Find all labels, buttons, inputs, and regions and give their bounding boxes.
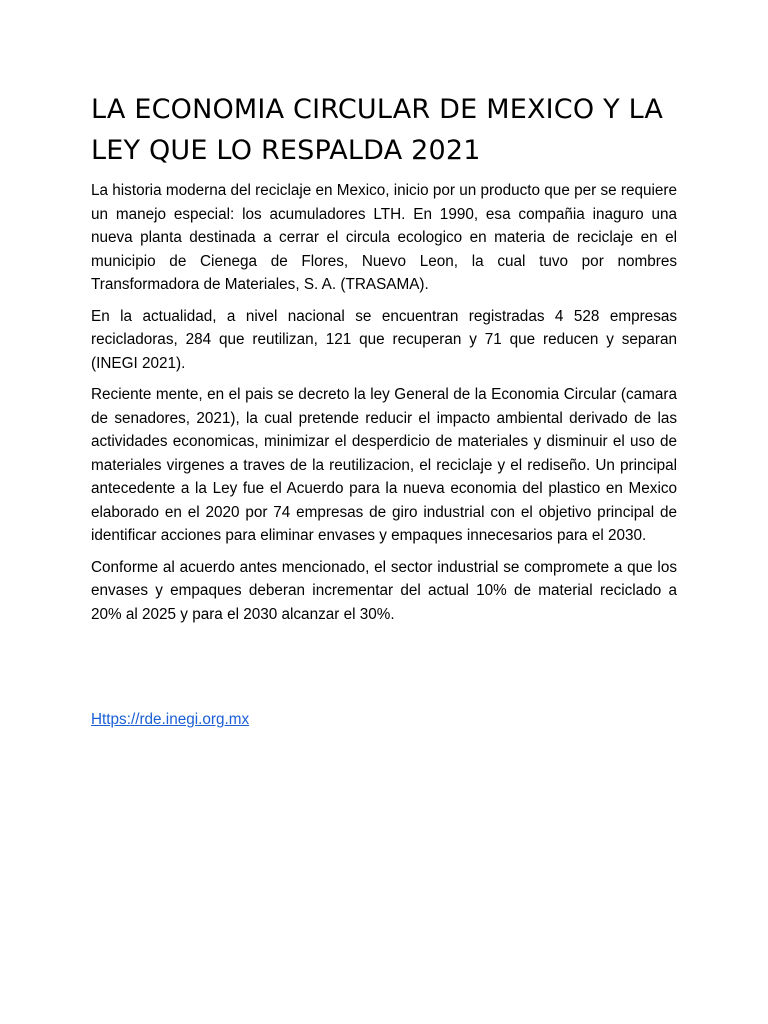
document-title: LA ECONOMIA CIRCULAR DE MEXICO Y LA LEY QUE LO RESPALDA 2021 xyxy=(91,94,664,166)
blank-space xyxy=(91,634,677,708)
document-body xyxy=(91,89,677,732)
paragraph-history: La historia moderna del reciclaje en Mexico, inicio por un producto que per se requiere un manejo especial: los acumuladores LTH. En 1990, esa compañia inaguro una nueva planta destinada a cerrar el circula ecologico en materia de reciclaje en el municipio de Cienega de Flores, Nuevo Leon, la cual tuvo por nombres Transformadora de Materiales, S. A. (TRASAMA). xyxy=(91,182,677,293)
paragraph-current-stats: En la actualidad, a nivel nacional se encuentran registradas 4 528 empresas recicladoras, 284 que reutilizan, 121 que recuperan y 71 que reducen y separan (INEGI 2021). xyxy=(91,307,677,372)
source-link[interactable]: Https://rde.inegi.org.mx xyxy=(91,711,250,728)
paragraph-law: Reciente mente, en el pais se decreto la ley General de la Economia Circular (camara de senadores, 2021), la cual pretende reducir el impacto ambiental derivado de las actividades economicas, minimizar el desperdicio de materiales y disminuir el uso de materiales virgenes a traves de la reutilizacion, el reciclaje y el rediseño. Un principal antecedente a la Ley fue el Acuerdo para la nueva economia del plastico en Mexico elaborado en el 2020 por 74 empresas de giro industrial con el objetivo principal de identificar acciones para eliminar envases y empaques innecesarios para el 2030. xyxy=(91,386,677,544)
paragraph-agreement: Conforme al acuerdo antes mencionado, el sector industrial se compromete a que los envases y empaques deberan incrementar del actual 10% de material reciclado a 20% al 2025 y para el 2030 alcanzar el 30%. xyxy=(91,558,677,623)
